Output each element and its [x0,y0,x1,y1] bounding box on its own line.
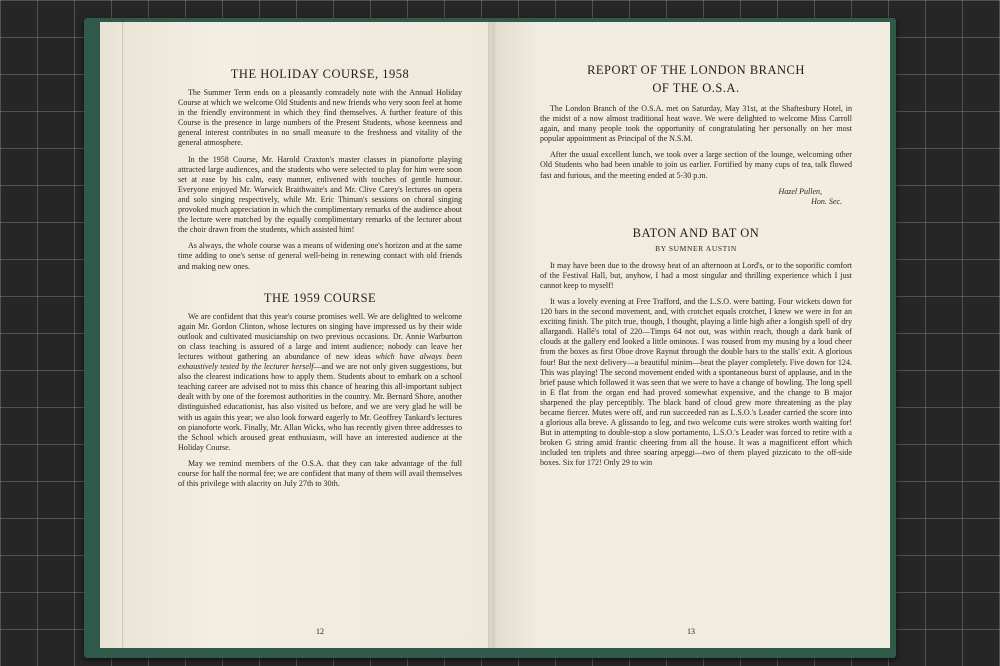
right-page [492,22,890,648]
course-1959-title: THE 1959 COURSE [263,290,377,305]
course-paragraph: May we remind members of the O.S.A. that they can take advantage of the full course for half the normal fee; we are confident that many of them will avail themselves of this privilege with alacrity on July 27th to 30th. [178,458,462,489]
holiday-paragraph: In the 1958 Course, Mr. Harold Craxton's master classes in pianoforte playing attracted large audiences, and the students who were selected to play for him were soon set at ease by his calm, easy manner, enlivened with touches of gentle humour. Everyone enjoyed Mr. Warwick Braithwaite's and Mr. Clive Carey's lectures on opera and solo singing respectively, while Mr. Eric Thiman's sessions on choral singing provoked much appreciation in which the complimentary remarks of the audience about the lecture were matched by the equally complimentary remarks of the lecturer about the choir drawn from the students, which assisted him! [178,154,462,235]
page-number-left: 12 [316,627,324,636]
book-gutter [488,22,496,648]
course-text: —and we are not only given suggestions, but also the clearest indications how to apply them. Students about to embark on a school teaching career are advised not to miss this chance of hearing this all-important subject dealt with by one of the foremost authorities in the country. Mr. Bernard Shore, another distinguished educationist, has also visited us before, and we are very glad he will be with us again this year; we also look forward eagerly to Mr. Geoffrey Tankard's lectures on pianoforte work. Finally, Mr. Allan Wicks, who has recently given three addresses to the School which aroused great enthusiasm, will have an interested audience at the Holiday Course. [178,362,462,452]
byline: BY SUMNER AUSTIN [655,243,737,253]
report-paragraph: After the usual excellent lunch, we took over a large section of the lounge, welcoming other Old Students who had been unable to join us earlier. Fortified by many cups of tea, talk flowed fast and furious, and the meeting ended at 5-30 p.m. [540,150,852,180]
signature-name: Hazel Pullen, [778,186,822,196]
holiday-paragraph: As always, the whole course was a means of widening one's horizon and at the same time adding to one's sense of general well-being in renewing contact with old friends and making new ones. [178,241,462,271]
course-italic-text: which have always been exhaustively tested by the lecturer herself [178,351,462,372]
report-paragraph: The London Branch of the O.S.A. met on Saturday, May 31st, at the Shaftesbury Hotel, in the midst of a now almost traditional heat wave. We were delighted to welcome Miss Carroll again, and many people took the opportunity of congratulating her personally on her most popular appointment as Principal of the N.S.M. [540,104,852,144]
report-title-line-1: REPORT OF THE LONDON BRANCH [587,63,805,77]
ribbon-bookmark [118,22,122,648]
course-paragraph [178,312,462,453]
holiday-paragraph: The Summer Term ends on a pleasantly comradely note with the Annual Holiday Course at which we welcome Old Students and new friends who very soon feel at home in the friendly environment in which they find themselves. A further feature of this Course is the presence in large numbers of the Present Students, whose keenness and general interest contributes in no small measure to the freshness and vitality of the general atmosphere. [178,88,462,148]
report-title-line-2: OF THE O.S.A. [652,81,740,95]
baton-paragraph: It was a lovely evening at Free Trafford, and the L.S.O. were batting. Four wickets down for 120 bars in the second movement, and, with crotchet equals crotchet, I knew we were in for an exciting finish. The pitch true, though, I thought, playing a little high after a longish spell of dry allargandi. Hallé's total of 220—Timps 64 not out, was within reach, though a dark bank of clouds at the gallery end looked a little ominous. I was roused from my musing by a loud cheer from the boxes as first Oboe drove Raynut through the double bars to the stalls' exit. A glorious four! But the next delivery—a beautiful minim—beat the player completely. Five down for 124. This was playing! The second movement ended with a spontaneous burst of applause, and in the brief pause which followed it was seen that we were to have a change of bowling. The long spell in E flat from the organ end had proved somewhat expensive, and the change to B major sharpened the play perceptibly. The black band of cloud grew more threatening as the play became fiercer. Mutes were off, and run succeeded run as L.S.O.'s Leader carried the score into a glorious alla breve. A glissando to leg, and two welcome cuts were strokes worth waiting for! But in attempting to double-stop a slow portamento, L.S.O.'s Leader was forced to retire with a broken G string amid frantic cheering from all the house. It was a magnificent effort which included ten triplets and three soaring arpeggi—two of them played pizzicato to the off-side boxes. Six for 172! Only 29 to win [540,296,852,468]
baton-paragraph: It may have been due to the drowsy heat of an afternoon at Lord's, or to the soporific comfort of the Festival Hall, but, anyhow, I had a most singular and thrilling experience which I just cannot keep to myself! [540,260,852,290]
baton-title: BATON AND BAT ON [632,225,760,240]
page-number-right: 13 [687,627,695,636]
left-page [100,22,492,648]
course-text: We are confident that this year's course promises well. We are delighted to welcome again Mr. Gordon Clinton, whose lectures on singing have impressed us by their wide outlook and cultivated musicianship on two previous occasions. Dr. Annie Warburton on class teaching is assured of a large and intent audience; nobody can leave her lectures without gathering an abundance of new ideas [178,311,462,361]
holiday-course-title: THE HOLIDAY COURSE, 1958 [230,67,410,81]
signature-title: Hon. Sec. [811,196,842,206]
